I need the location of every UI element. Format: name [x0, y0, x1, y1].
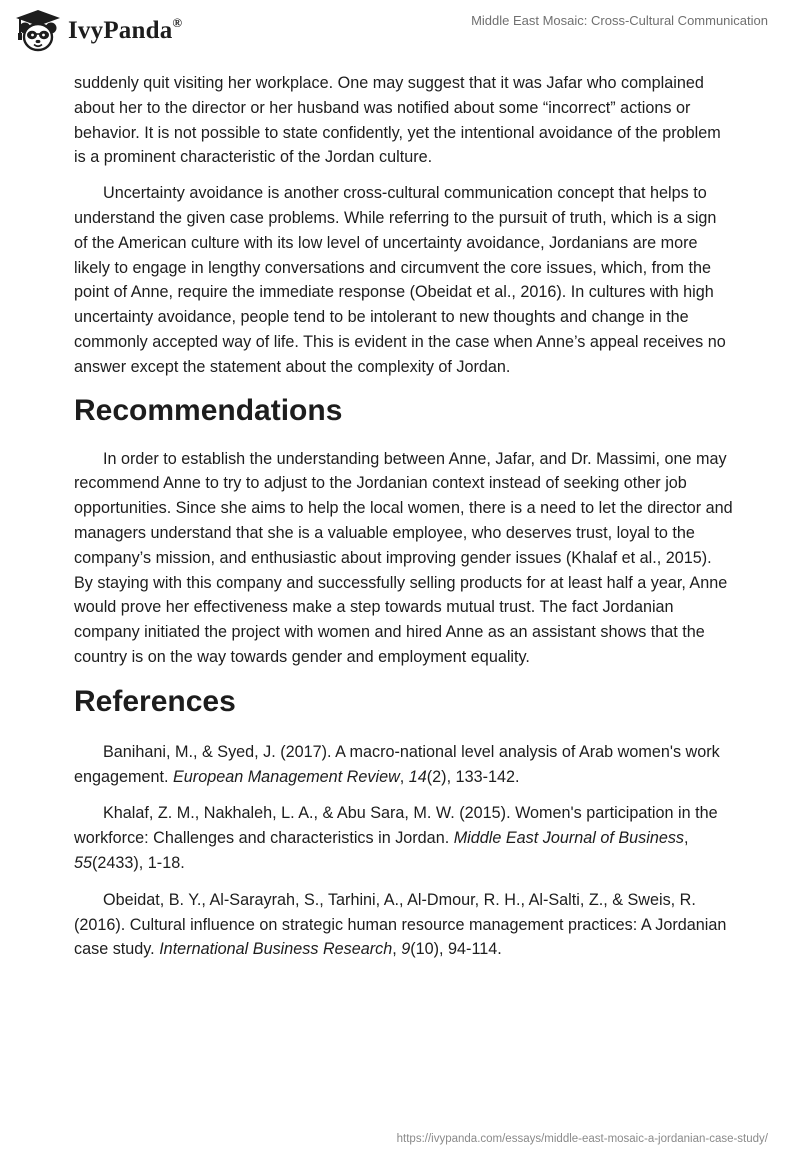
reference-journal: European Management Review	[173, 767, 400, 786]
registered-mark: ®	[172, 15, 183, 30]
reference-text: Obeidat, B. Y., Al-Sarayrah, S., Tarhini, A., Al-Dmour, R. H., Al-Salti, Z., & Sweis, R. (2016). Cultural influence on strategic human resource management practices: A Jordanian case study.	[74, 890, 727, 959]
reference-journal: International Business Research	[159, 940, 393, 959]
reference-separator: ,	[392, 940, 402, 959]
reference-item	[74, 888, 734, 962]
reference-text: Banihani, M., & Syed, J. (2017). A macro-national level analysis of Arab women's work engagement.	[74, 742, 720, 786]
body-paragraph: suddenly quit visiting her workplace. One may suggest that it was Jafar who complained about her to the director or her husband was notified about some “incorrect” actions or behavior. It is not possible to state confidently, yet the intentional avoidance of the problem is a prominent characteristic of the Jordan culture.	[74, 74, 721, 167]
reference-pages: (2433), 1-18.	[92, 853, 185, 872]
brand-name	[68, 17, 182, 45]
reference-text: Khalaf, Z. M., Nakhaleh, L. A., & Abu Sara, M. W. (2015). Women's participation in the workforce: Challenges and characteristics in Jordan.	[74, 804, 718, 848]
body-paragraph: Uncertainty avoidance is another cross-cultural communication concept that helps to understand the given case problems. While referring to the pursuit of truth, which is a sign of the American culture with its low level of uncertainty avoidance, Jordanians are more likely to engage in lengthy conversations and circumvent the core issues, which, from the point of Anne, require the immediate response (Obeidat et al., 2016). In cultures with high uncertainty avoidance, people tend to be intolerant to new thoughts and change in the commonly accepted way of life. This is evident in the case when Anne’s appeal receives no answer except the statement about the complexity of Jordan.	[74, 184, 726, 376]
logo[interactable]	[14, 8, 182, 54]
reference-pages: (10), 94-114.	[410, 940, 502, 959]
panda-graduate-icon	[14, 8, 62, 54]
reference-journal: Middle East Journal of Business	[453, 829, 685, 848]
reference-separator: ,	[399, 767, 409, 786]
reference-volume: 55	[74, 853, 93, 872]
reference-item	[74, 740, 734, 790]
essay-content	[74, 71, 734, 974]
reference-separator: ,	[684, 829, 689, 848]
reference-item	[74, 801, 734, 875]
page-header	[0, 0, 800, 64]
references-heading: References	[74, 684, 236, 718]
recommendations-heading: Recommendations	[74, 393, 343, 427]
reference-volume: 14	[408, 767, 427, 786]
reference-pages: (2), 133-142.	[426, 767, 520, 786]
document-title: Middle East Mosaic: Cross-Cultural Communication	[471, 13, 768, 28]
recommendations-paragraph: In order to establish the understanding between Anne, Jafar, and Dr. Massimi, one may recommend Anne to try to adjust to the Jordanian context instead of seeking other job opportunities. Since she aims to help the local women, there is a need to let the director and managers understand that she is a valuable employee, who deserves trust, loyal to the company’s mission, and enthusiastic about improving gender issues (Khalaf et al., 2015). By staying with this company and successfully selling products for at least half a year, Anne would prove her effectiveness make a step towards mutual trust. The fact Jordanian company initiated the project with women and hired Anne as an assistant shows that the country is on the way towards gender and employment equality.	[74, 449, 733, 666]
brand-text: IvyPanda	[68, 17, 173, 44]
reference-volume: 9	[401, 940, 411, 959]
source-url[interactable]: https://ivypanda.com/essays/middle-east-mosaic-a-jordanian-case-study/	[396, 1133, 768, 1145]
